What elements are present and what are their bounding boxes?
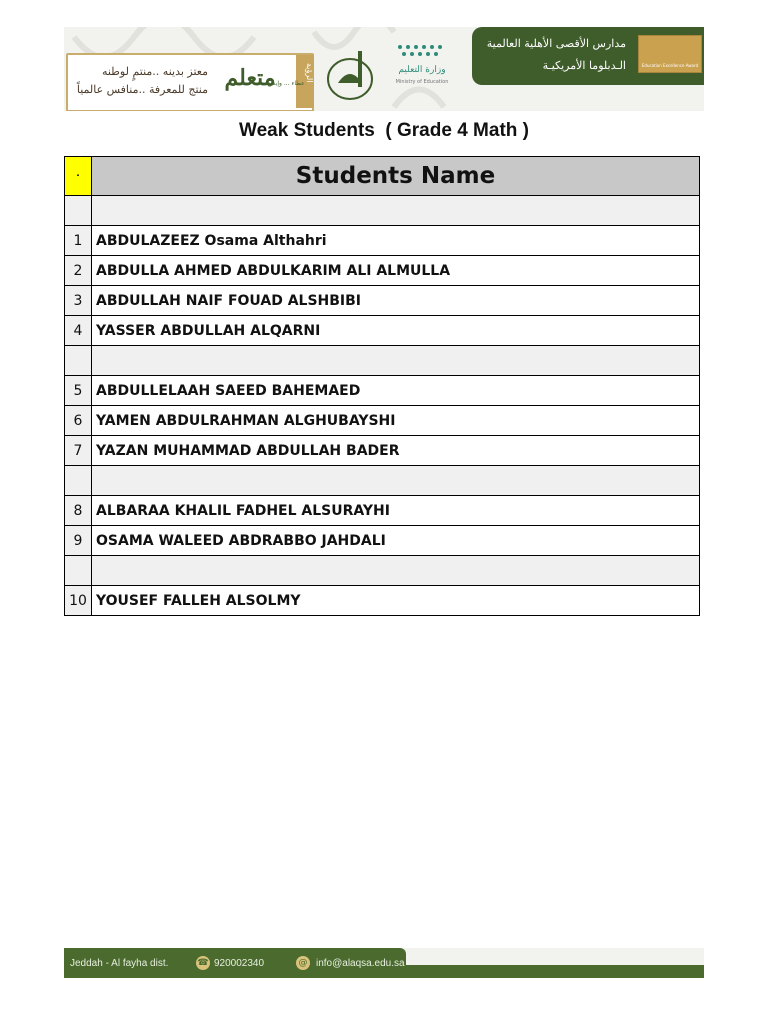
footer-email: info@alaqsa.edu.sa [316, 958, 405, 969]
table-row [65, 316, 700, 346]
letterhead-footer [64, 948, 704, 978]
table-row [65, 406, 700, 436]
row-number [65, 346, 92, 376]
excellence-award-logo-icon [638, 35, 702, 73]
table-row [65, 256, 700, 286]
name-column-header: Students Name [92, 157, 700, 196]
student-name: ABDULAZEEZ Osama Althahri [92, 226, 700, 256]
ministry-name-en: Ministry of Education [395, 79, 449, 85]
row-number: 9 [65, 526, 92, 556]
student-name [92, 346, 700, 376]
student-name: ABDULLELAAH SAEED BAHEMAED [92, 376, 700, 406]
table-spacer-row [65, 346, 700, 376]
row-number [65, 196, 92, 226]
brand-word: متعلم [224, 65, 276, 91]
school-seal-icon [320, 49, 380, 107]
award-caption: Education Excellence Award [641, 63, 699, 68]
student-name [92, 556, 700, 586]
seal-caption: عطاء ... وإبداع [267, 80, 305, 87]
table-header-row [65, 157, 700, 196]
ministry-name-ar: وزارة التعليم [398, 65, 446, 75]
diploma-name-ar: الـدبلوما الأمريكيـة [542, 59, 626, 72]
student-name: ALBARAA KHALIL FADHEL ALSURAYHI [92, 496, 700, 526]
students-table [64, 156, 700, 616]
student-name: YOUSEF FALLEH ALSOLMY [92, 586, 700, 616]
table-spacer-row [65, 466, 700, 496]
page-title: Weak Students ( Grade 4 Math ) [239, 120, 529, 141]
school-name-ar: مدارس الأقصى الأهلية العالمية [486, 37, 626, 50]
student-name: YASSER ABDULLAH ALQARNI [92, 316, 700, 346]
row-number [65, 556, 92, 586]
row-number: 7 [65, 436, 92, 466]
table-row [65, 286, 700, 316]
table-row [65, 226, 700, 256]
row-number [65, 466, 92, 496]
ribbon-text: الرؤية [305, 63, 314, 83]
student-name: OSAMA WALEED ABDRABBO JAHDALI [92, 526, 700, 556]
row-number: 10 [65, 586, 92, 616]
slogan-line-1: معتز بدينه ..منتمٍ لوطنه [101, 65, 208, 78]
number-column-header: ٠ [65, 157, 92, 196]
student-name [92, 196, 700, 226]
student-name: YAMEN ABDULRAHMAN ALGHUBAYSHI [92, 406, 700, 436]
table-row [65, 586, 700, 616]
row-number: 4 [65, 316, 92, 346]
row-number: 1 [65, 226, 92, 256]
footer-phone: 920002340 [214, 958, 265, 969]
slogan-line-2: منتج للمعرفة ..منافس عالمياً [76, 83, 208, 96]
table-row [65, 436, 700, 466]
table-spacer-row [65, 196, 700, 226]
row-number: 2 [65, 256, 92, 286]
at-icon: @ [296, 956, 310, 970]
row-number: 6 [65, 406, 92, 436]
student-name [92, 466, 700, 496]
student-name: YAZAN MUHAMMAD ABDULLAH BADER [92, 436, 700, 466]
table-spacer-row [65, 556, 700, 586]
student-name: ABDULLAH NAIF FOUAD ALSHBIBI [92, 286, 700, 316]
row-number: 3 [65, 286, 92, 316]
table-row [65, 526, 700, 556]
table-body [65, 196, 700, 616]
letterhead-header [64, 27, 704, 111]
row-number: 5 [65, 376, 92, 406]
phone-icon: ☎ [197, 958, 209, 968]
student-name: ABDULLA AHMED ABDULKARIM ALI ALMULLA [92, 256, 700, 286]
row-number: 8 [65, 496, 92, 526]
table-row [65, 376, 700, 406]
footer-location: Jeddah - Al fayha dist. [70, 958, 169, 969]
table-row [65, 496, 700, 526]
